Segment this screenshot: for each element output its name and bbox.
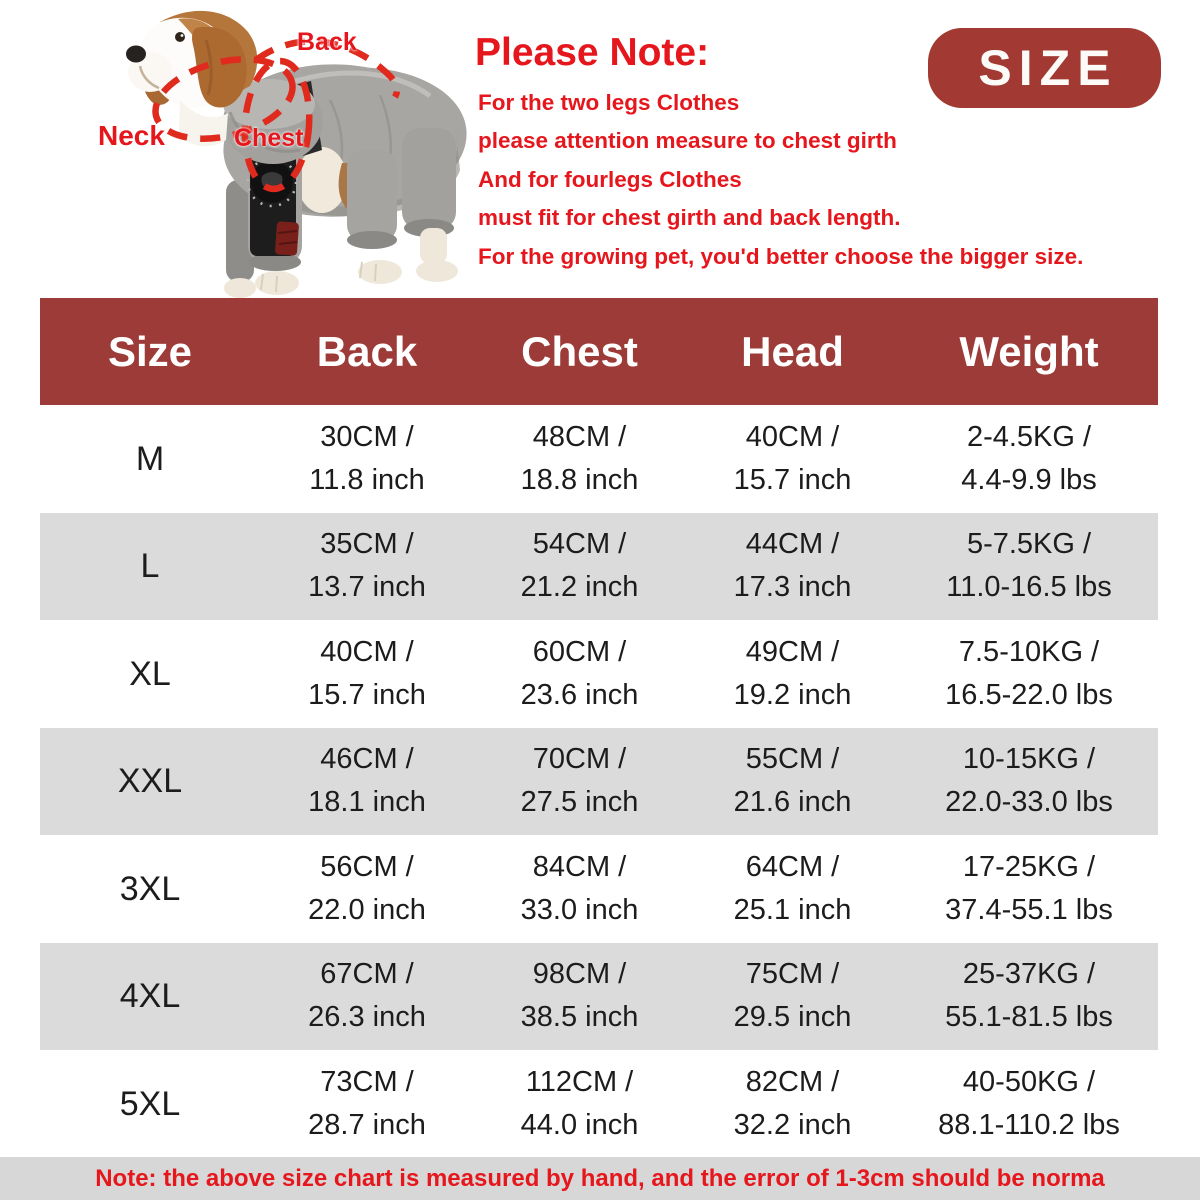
- size-label: XXL: [117, 762, 183, 801]
- table-row-4xl: [40, 943, 1158, 1051]
- size-label: M: [135, 439, 165, 478]
- chest-cell: [474, 728, 685, 836]
- head-cell: [685, 943, 900, 1051]
- chest-inch: 27.5 inch: [520, 786, 639, 819]
- back-cell: [260, 943, 474, 1051]
- head-inch: 15.7 inch: [733, 463, 852, 496]
- dog-rear-legs: [347, 128, 458, 284]
- weight-lbs: 88.1-110.2 lbs: [938, 1108, 1120, 1141]
- head-cm: 75CM /: [745, 958, 840, 991]
- head-inch: 32.2 inch: [733, 1108, 852, 1141]
- back-measure-label: Back: [297, 28, 357, 56]
- head-cm: 49CM /: [745, 635, 840, 668]
- weight-kg: 5-7.5KG /: [966, 528, 1092, 561]
- size-table-header-row: [40, 298, 1158, 405]
- chest-inch: 33.0 inch: [520, 893, 639, 926]
- weight-cell: [900, 728, 1158, 836]
- size-label: L: [140, 547, 160, 586]
- weight-kg: 40-50KG /: [962, 1065, 1096, 1098]
- table-row-3xl: [40, 835, 1158, 943]
- back-cm: 56CM /: [320, 850, 414, 883]
- table-row-m: [40, 405, 1158, 513]
- back-cm: 40CM /: [320, 635, 414, 668]
- head-inch: 25.1 inch: [733, 893, 852, 926]
- back-inch: 26.3 inch: [308, 1001, 426, 1034]
- weight-kg: 17-25KG /: [962, 850, 1096, 883]
- back-inch: 15.7 inch: [308, 678, 426, 711]
- back-inch: 13.7 inch: [308, 571, 426, 604]
- back-inch: 18.1 inch: [308, 786, 426, 819]
- back-inch: 11.8 inch: [309, 463, 425, 496]
- table-row-xl: [40, 620, 1158, 728]
- note-line: For the two legs Clothes: [478, 90, 740, 115]
- chest-inch: 44.0 inch: [520, 1108, 639, 1141]
- size-label: 3XL: [119, 869, 181, 908]
- back-cell: [260, 1050, 474, 1158]
- weight-cell: [900, 1050, 1158, 1158]
- head-cell: [685, 405, 900, 513]
- footer-note: Note: the above size chart is measured by hand, and the error of 1-3cm should be norma: [95, 1164, 1105, 1192]
- head-inch: 21.6 inch: [733, 786, 852, 819]
- head-cm: 64CM /: [745, 850, 840, 883]
- chest-cm: 112CM /: [525, 1065, 634, 1098]
- back-cell: [260, 728, 474, 836]
- size-badge: SIZE: [928, 28, 1161, 108]
- size-label: 5XL: [119, 1084, 181, 1123]
- head-inch: 29.5 inch: [733, 1001, 852, 1034]
- head-inch: 19.2 inch: [733, 678, 852, 711]
- chest-cell: [474, 620, 685, 728]
- back-cm: 30CM /: [320, 420, 414, 453]
- table-row-l: [40, 513, 1158, 621]
- head-cell: [685, 728, 900, 836]
- note-line: For the growing pet, you'd better choose the bigger size.: [478, 243, 1084, 269]
- weight-cell: [900, 620, 1158, 728]
- head-cell: [685, 1050, 900, 1158]
- chest-measure-label: Chest: [234, 124, 304, 152]
- chest-cell: [474, 513, 685, 621]
- weight-cell: [900, 513, 1158, 621]
- chest-cm: 70CM /: [532, 743, 627, 776]
- header-head: Head: [741, 327, 844, 375]
- weight-cell: [900, 943, 1158, 1051]
- back-cm: 73CM /: [320, 1065, 414, 1098]
- back-cell: [260, 835, 474, 943]
- table-row-xxl: [40, 728, 1158, 836]
- neck-measure-label: Neck: [98, 120, 165, 151]
- weight-kg: 25-37KG /: [962, 958, 1096, 991]
- weight-lbs: 55.1-81.5 lbs: [945, 1001, 1113, 1034]
- weight-lbs: 4.4-9.9 lbs: [961, 463, 1097, 496]
- header-size: Size: [107, 327, 193, 375]
- back-inch: 22.0 inch: [308, 893, 426, 926]
- back-inch: 28.7 inch: [308, 1108, 426, 1141]
- back-cell: [260, 405, 474, 513]
- weight-lbs: 37.4-55.1 lbs: [945, 893, 1113, 926]
- head-cm: 40CM /: [745, 420, 840, 453]
- header-chest: Chest: [521, 327, 638, 375]
- chest-inch: 18.8 inch: [520, 463, 639, 496]
- header-back: Back: [316, 327, 418, 375]
- head-cm: 82CM /: [745, 1065, 840, 1098]
- footer-note-bar: [0, 1157, 1200, 1200]
- chest-cell: [474, 1050, 685, 1158]
- table-row-5xl: [40, 1050, 1158, 1158]
- back-cell: [260, 513, 474, 621]
- weight-lbs: 11.0-16.5 lbs: [946, 571, 1112, 604]
- size-label: 4XL: [119, 977, 181, 1016]
- chest-cell: [474, 405, 685, 513]
- note-line: And for fourlegs Clothes: [478, 166, 742, 192]
- header-weight: Weight: [959, 327, 1099, 375]
- back-cm: 46CM /: [320, 743, 414, 776]
- back-cm: 35CM /: [320, 528, 414, 561]
- back-cell: [260, 620, 474, 728]
- back-cm: 67CM /: [320, 958, 414, 991]
- please-note-panel: [478, 84, 1138, 276]
- chest-inch: 21.2 inch: [520, 571, 639, 604]
- size-label: XL: [129, 654, 171, 693]
- chest-cm: 48CM /: [532, 420, 627, 453]
- note-line: please attention measure to chest girth: [478, 128, 897, 154]
- chest-inch: 38.5 inch: [520, 1001, 639, 1034]
- weight-lbs: 22.0-33.0 lbs: [945, 786, 1113, 819]
- weight-kg: 10-15KG /: [962, 743, 1096, 776]
- head-cm: 44CM /: [745, 528, 840, 561]
- chest-cm: 84CM /: [532, 850, 627, 883]
- chest-cell: [474, 835, 685, 943]
- chest-cm: 60CM /: [532, 635, 627, 668]
- dog-measurement-diagram: [0, 0, 470, 300]
- weight-cell: [900, 835, 1158, 943]
- size-table: [40, 298, 1158, 1158]
- chest-inch: 23.6 inch: [520, 678, 639, 711]
- chest-cm: 54CM /: [532, 528, 627, 561]
- head-cell: [685, 835, 900, 943]
- chest-cell: [474, 943, 685, 1051]
- head-cell: [685, 513, 900, 621]
- head-cell: [685, 620, 900, 728]
- head-inch: 17.3 inch: [733, 571, 852, 604]
- note-line: must fit for chest girth and back length.: [478, 205, 901, 231]
- note-title: Please Note:: [475, 31, 710, 74]
- weight-kg: 7.5-10KG /: [958, 635, 1100, 668]
- chest-cm: 98CM /: [532, 958, 627, 991]
- weight-kg: 2-4.5KG /: [966, 420, 1092, 453]
- weight-lbs: 16.5-22.0 lbs: [945, 678, 1113, 711]
- head-cm: 55CM /: [745, 743, 840, 776]
- weight-cell: [900, 405, 1158, 513]
